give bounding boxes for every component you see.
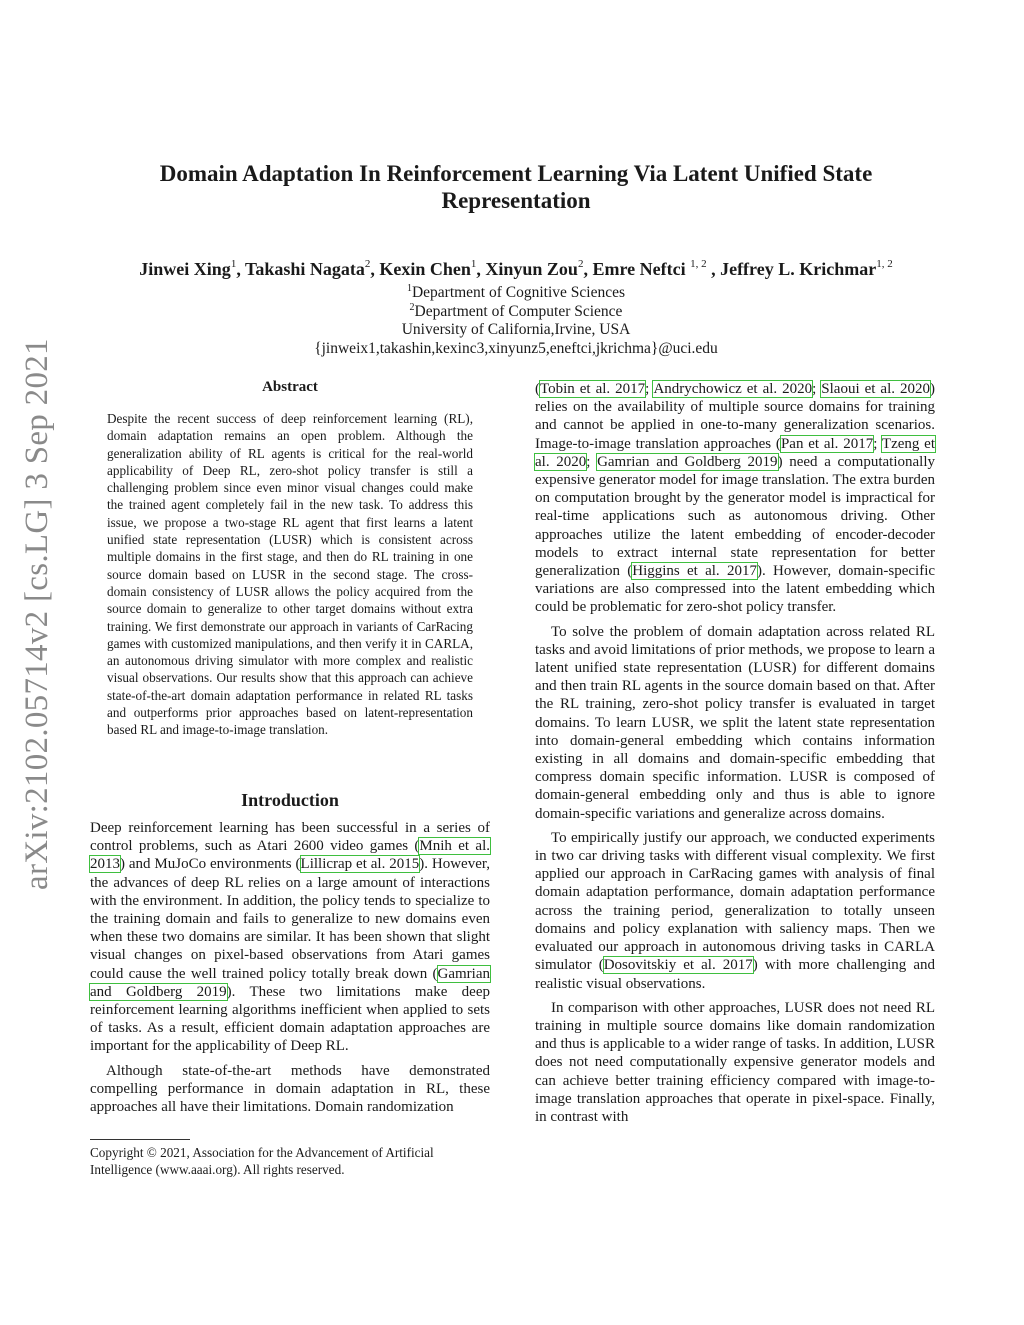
paragraph-text: ). However, domain-specific variations are also compressed into the latent embedding which could be problematic for zero-shot policy transfer. — [535, 563, 936, 616]
author-separator: , — [236, 259, 245, 279]
citation-link[interactable]: Tzeng et al. 2020 — [535, 435, 935, 470]
author-name: Jinwei Xing — [139, 259, 231, 279]
left-column-body — [90, 819, 490, 1116]
author-separator: , — [476, 259, 486, 279]
right-paragraph-3 — [535, 829, 935, 993]
affiliation-text: Department of Cognitive Sciences — [411, 284, 626, 301]
right-paragraph-2: To solve the problem of domain adaptation across related RL tasks and avoid limitations of prior methods, we propose to learn a latent unified state representation (LUSR) for different domains and then train RL agents in the source domain based on that. After the RL training, zero-shot policy transfer is evaluated in target domains. To learn LUSR, we split the latent state representation into domain-general embedding which contains information existing in all domains and domain-specific embedding that compress domain specific information. LUSR is composed of domain-general embedding only and thus is able to ignore domain-specific variations and generalize across domains. — [535, 623, 935, 822]
author-separator: , — [706, 259, 721, 279]
intro-paragraph-2: Although state-of-the-art methods have demonstrated compelling performance in domain adaptation in RL, these approaches all have their limitations. Domain randomization — [90, 1062, 490, 1116]
author-affiliation-mark: 1, 2 — [690, 258, 707, 270]
abstract-heading: Abstract — [262, 379, 318, 395]
author-affiliation-mark: 1 — [230, 258, 237, 270]
author-name: Xinyun Zou — [485, 259, 578, 279]
paragraph-text: ). However, the advances of deep RL relies on a large amount of interactions with the environment. In addition, the policy tends to specialize to the training domain and fails to generalize to new domains even when these two domains are similar. It has been shown that slight visual changes on pixel-based observations from Atari games could cause the well trained policy totally break down ( — [90, 856, 491, 982]
paragraph-text: ) with more challenging and realistic visual observations. — [535, 957, 935, 992]
author-affiliation-mark: 2 — [577, 258, 584, 270]
footnote-divider — [90, 1139, 190, 1140]
right-paragraph-4: In comparison with other approaches, LUSR does not need RL training in multiple source domains like domain randomization and thus is applicable to a wider range of tasks. In addition, LUSR does not need computationally expensive generator models and can achieve better training efficiency compared with image-to-image translation approaches that operate in pixel-space. Finally, in contrast with — [535, 999, 935, 1125]
paragraph-text: ) and MuJoCo environments ( — [120, 856, 301, 873]
citation-link[interactable]: Higgins et al. 2017 — [632, 563, 757, 580]
paragraph-text: ). These two limitations make deep reinforcement learning algorithms inefficient when applied to sets of tasks. As a result, efficient domain adaptation approaches are important for the applicability of Deep RL. — [90, 983, 490, 1055]
affiliation-1 — [200, 284, 832, 303]
citation-link[interactable]: Mnih et al. 2013 — [90, 838, 491, 873]
copyright-footnote: Copyright © 2021, Association for the Advancement of Artificial Intelligence (www.aaai.org). All rights reserved. — [90, 1145, 434, 1177]
title-line-2: Representation — [441, 188, 591, 213]
paragraph-text: ( — [535, 381, 540, 397]
citation-link[interactable]: Lillicrap et al. 2015 — [300, 856, 420, 873]
author-separator: , — [370, 259, 380, 279]
affiliations — [200, 284, 832, 358]
author-affiliation-mark: 2 — [364, 258, 371, 270]
author-name: Takashi Nagata — [245, 259, 365, 279]
paragraph-text: ; — [812, 381, 822, 397]
affiliation-mark: 2 — [409, 301, 415, 313]
citation-link[interactable]: Slaoui et al. 2020 — [821, 381, 930, 397]
affiliation-mark: 1 — [406, 283, 412, 294]
author-name: Emre Neftci — [592, 259, 691, 279]
author-affiliation-mark: 1, 2 — [876, 258, 893, 270]
citation-link[interactable]: Gamrian and Goldberg 2019 — [597, 453, 778, 470]
citation-link[interactable]: Dosovitskiy et al. 2017 — [603, 957, 753, 974]
affiliation-text: Department of Computer Science — [414, 302, 623, 320]
author-list — [60, 257, 972, 281]
paragraph-text: ; — [586, 453, 598, 470]
author-name: Kexin Chen — [379, 259, 471, 279]
title-line-1: Domain Adaptation In Reinforcement Learning Via Latent Unified State — [159, 161, 873, 186]
affiliation-2 — [200, 303, 832, 322]
right-paragraph-1 — [535, 380, 935, 617]
paper-title — [100, 160, 932, 214]
paragraph-text: ) relies on the availability of multiple source domains for training and cannot be applied in one-to-many generalization scenarios. Image-to-image translation approaches ( — [535, 381, 935, 452]
author-emails: {jinweix1,takashin,kexinc3,xinyunz5,eneftci,jkrichma}@uci.edu — [314, 339, 718, 357]
citation-link[interactable]: Tobin et al. 2017 — [540, 381, 646, 397]
citation-link[interactable]: Andrychowicz et al. 2020 — [653, 381, 813, 397]
author-affiliation-mark: 1 — [470, 258, 477, 270]
university: University of California,Irvine, USA — [401, 321, 631, 338]
arxiv-identifier: arXiv:2102.05714v2 [cs.LG] 3 Sep 2021 — [19, 338, 55, 890]
paragraph-text: To empirically justify our approach, we conducted experiments in two car driving tasks with different visual complexity. We first applied our approach in CarRacing games with analysis of final domain adaptation performance, domain adaptation performance across the training period, generalization to totally unseen domains and policy explanation with saliency maps. Then we evaluated our approach in autonomous driving tasks in CARLA simulator ( — [535, 829, 935, 974]
author-separator: , — [583, 259, 593, 279]
right-column-body — [535, 380, 935, 1126]
citation-link[interactable]: Pan et al. 2017 — [780, 435, 874, 452]
intro-paragraph-1 — [90, 819, 490, 1056]
abstract-text: Despite the recent success of deep reinforcement learning (RL), domain adaptation remains an open problem. Although the generalization ability of RL agents is critical for the real-world applicability of Deep RL, zero-shot policy transfer is still a challenging problem since even minor visual changes could make the trained agent completely fail in the new task. To address this issue, we propose a two-stage RL agent that first learns a latent unified state representation (LUSR) which is consistent across multiple domains in the first stage, and then do RL training in one source domain based on LUSR in the second stage. The cross-domain consistency of LUSR allows the policy acquired from the source domain to generalize to other target domains without extra training. We first demonstrate our approach in variants of CarRacing games with customized manipulations, and then verify it in CARLA, an autonomous driving simulator with more complex and realistic visual observations. Our results show that this approach can achieve state-of-the-art domain adaptation performance in related RL tasks and outperforms prior approaches based on latent-representation based RL and image-to-image translation. — [107, 411, 473, 738]
paragraph-text: Deep reinforcement learning has been successful in a series of control problems, such as Atari 2600 video games ( — [90, 820, 490, 855]
introduction-heading: Introduction — [241, 790, 339, 810]
paragraph-text: ) need a computationally expensive generator model for image translation. The extra burden on computation brought by the generator model is impractical for real-time applications such as autonomous driving. Other approaches utilize the latent embedding of encoder-decoder models to extract internal state representation for better generalization ( — [535, 453, 935, 580]
citation-link[interactable]: Gamrian and Goldberg 2019 — [90, 965, 490, 1000]
author-name: Jeffrey L. Krichmar — [720, 259, 877, 279]
paragraph-text: ; — [873, 435, 882, 452]
paragraph-text: ; — [645, 381, 654, 397]
